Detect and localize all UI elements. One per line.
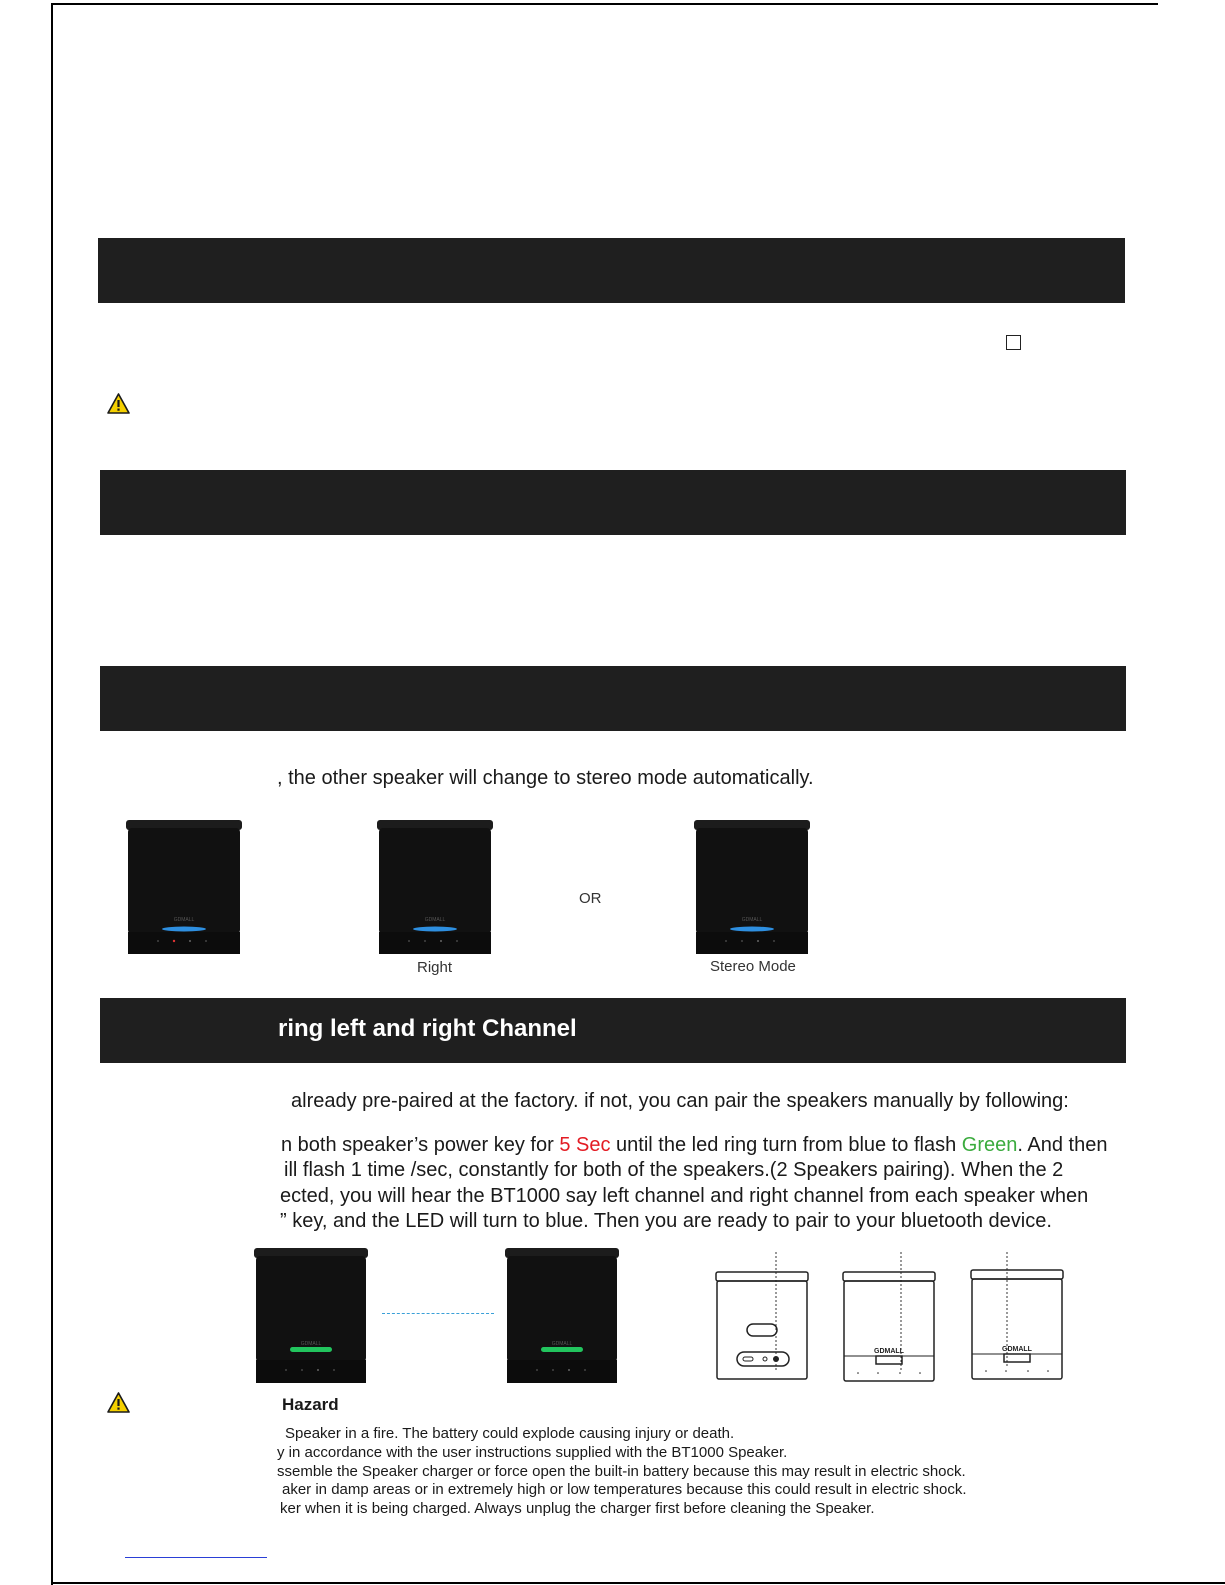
section-bar-pairing: [100, 998, 1126, 1063]
pairing-instruction-line-3: ected, you will hear the BT1000 say left channel and right channel from each speaker when: [280, 1185, 1089, 1207]
five-sec-highlight: 5 Sec: [559, 1134, 611, 1156]
speaker-image-pairing-right: [503, 1248, 621, 1384]
warning-line-5: ker when it is being charged. Always unplug the charger first before cleaning the Speaker.: [280, 1500, 875, 1517]
hazard-title: Hazard: [282, 1395, 339, 1414]
stereo-mode-label: Stereo Mode: [710, 958, 796, 975]
speaker-brand-text: GDMALL: [173, 917, 195, 923]
line1-mid: until the led ring turn from blue to flash: [610, 1134, 962, 1156]
pairing-instruction-line-2: ill flash 1 time /sec, constantly for both of the speakers.(2 Speakers pairing). When the 2: [284, 1159, 1064, 1181]
section-bar-3: [100, 666, 1126, 731]
or-label: OR: [579, 890, 602, 907]
speaker-drawing-back: [713, 1252, 811, 1384]
link-underline[interactable]: [125, 1557, 267, 1558]
page-frame-left: [51, 4, 53, 1585]
speaker-drawing-front-2: [968, 1252, 1066, 1384]
pairing-section-title: ring left and right Channel: [278, 1015, 577, 1042]
stereo-intro-text: , the other speaker will change to stereo mode automatically.: [277, 767, 814, 789]
warning-line-1: Speaker in a fire. The battery could explode causing injury or death.: [285, 1425, 735, 1442]
pairing-instruction-line-1: [281, 1134, 1107, 1157]
speaker-image-pairing-left: [252, 1248, 370, 1384]
pairing-instruction-line-4: ” key, and the LED will turn to blue. Then you are ready to pair to your bluetooth device.: [280, 1210, 1052, 1232]
checkbox[interactable]: [1006, 335, 1021, 350]
speaker-drawing-front-1: [840, 1252, 938, 1384]
warning-icon: [107, 1392, 130, 1413]
line1-pre: n both speaker’s power key for: [281, 1134, 560, 1156]
section-bar-2: [100, 470, 1126, 535]
page-frame-bottom: [51, 1582, 1225, 1584]
section-bar-1: [98, 238, 1125, 303]
speaker-brand-text: GDMALL: [551, 1341, 573, 1347]
speaker-image-stereo: [692, 820, 812, 955]
speaker-brand-text: GDMALL: [424, 917, 446, 923]
warning-line-4: aker in damp areas or in extremely high or low temperatures because this could result in electric shock.: [282, 1481, 967, 1498]
speaker-image-right: [375, 820, 495, 955]
pairing-intro-text: already pre-paired at the factory. if not, you can pair the speakers manually by following:: [291, 1090, 1069, 1112]
pairing-connection-line: [382, 1313, 494, 1314]
warning-icon: [107, 393, 130, 414]
speaker-brand-text: GDMALL: [300, 1341, 322, 1347]
warning-line-2: y in accordance with the user instructions supplied with the BT1000 Speaker.: [277, 1444, 788, 1461]
speaker-brand-text: GDMALL: [874, 1348, 904, 1355]
page-frame-top: [51, 3, 1158, 5]
warning-line-3: ssemble the Speaker charger or force open the built-in battery because this may result in electric shock.: [277, 1463, 966, 1480]
speaker-image-left: [124, 820, 244, 955]
speaker-brand-text: GDMALL: [741, 917, 763, 923]
speaker-brand-text: GDMALL: [1002, 1346, 1032, 1353]
line1-post: . And then: [1017, 1134, 1108, 1156]
right-label: Right: [417, 959, 453, 976]
green-highlight: Green: [961, 1134, 1018, 1156]
